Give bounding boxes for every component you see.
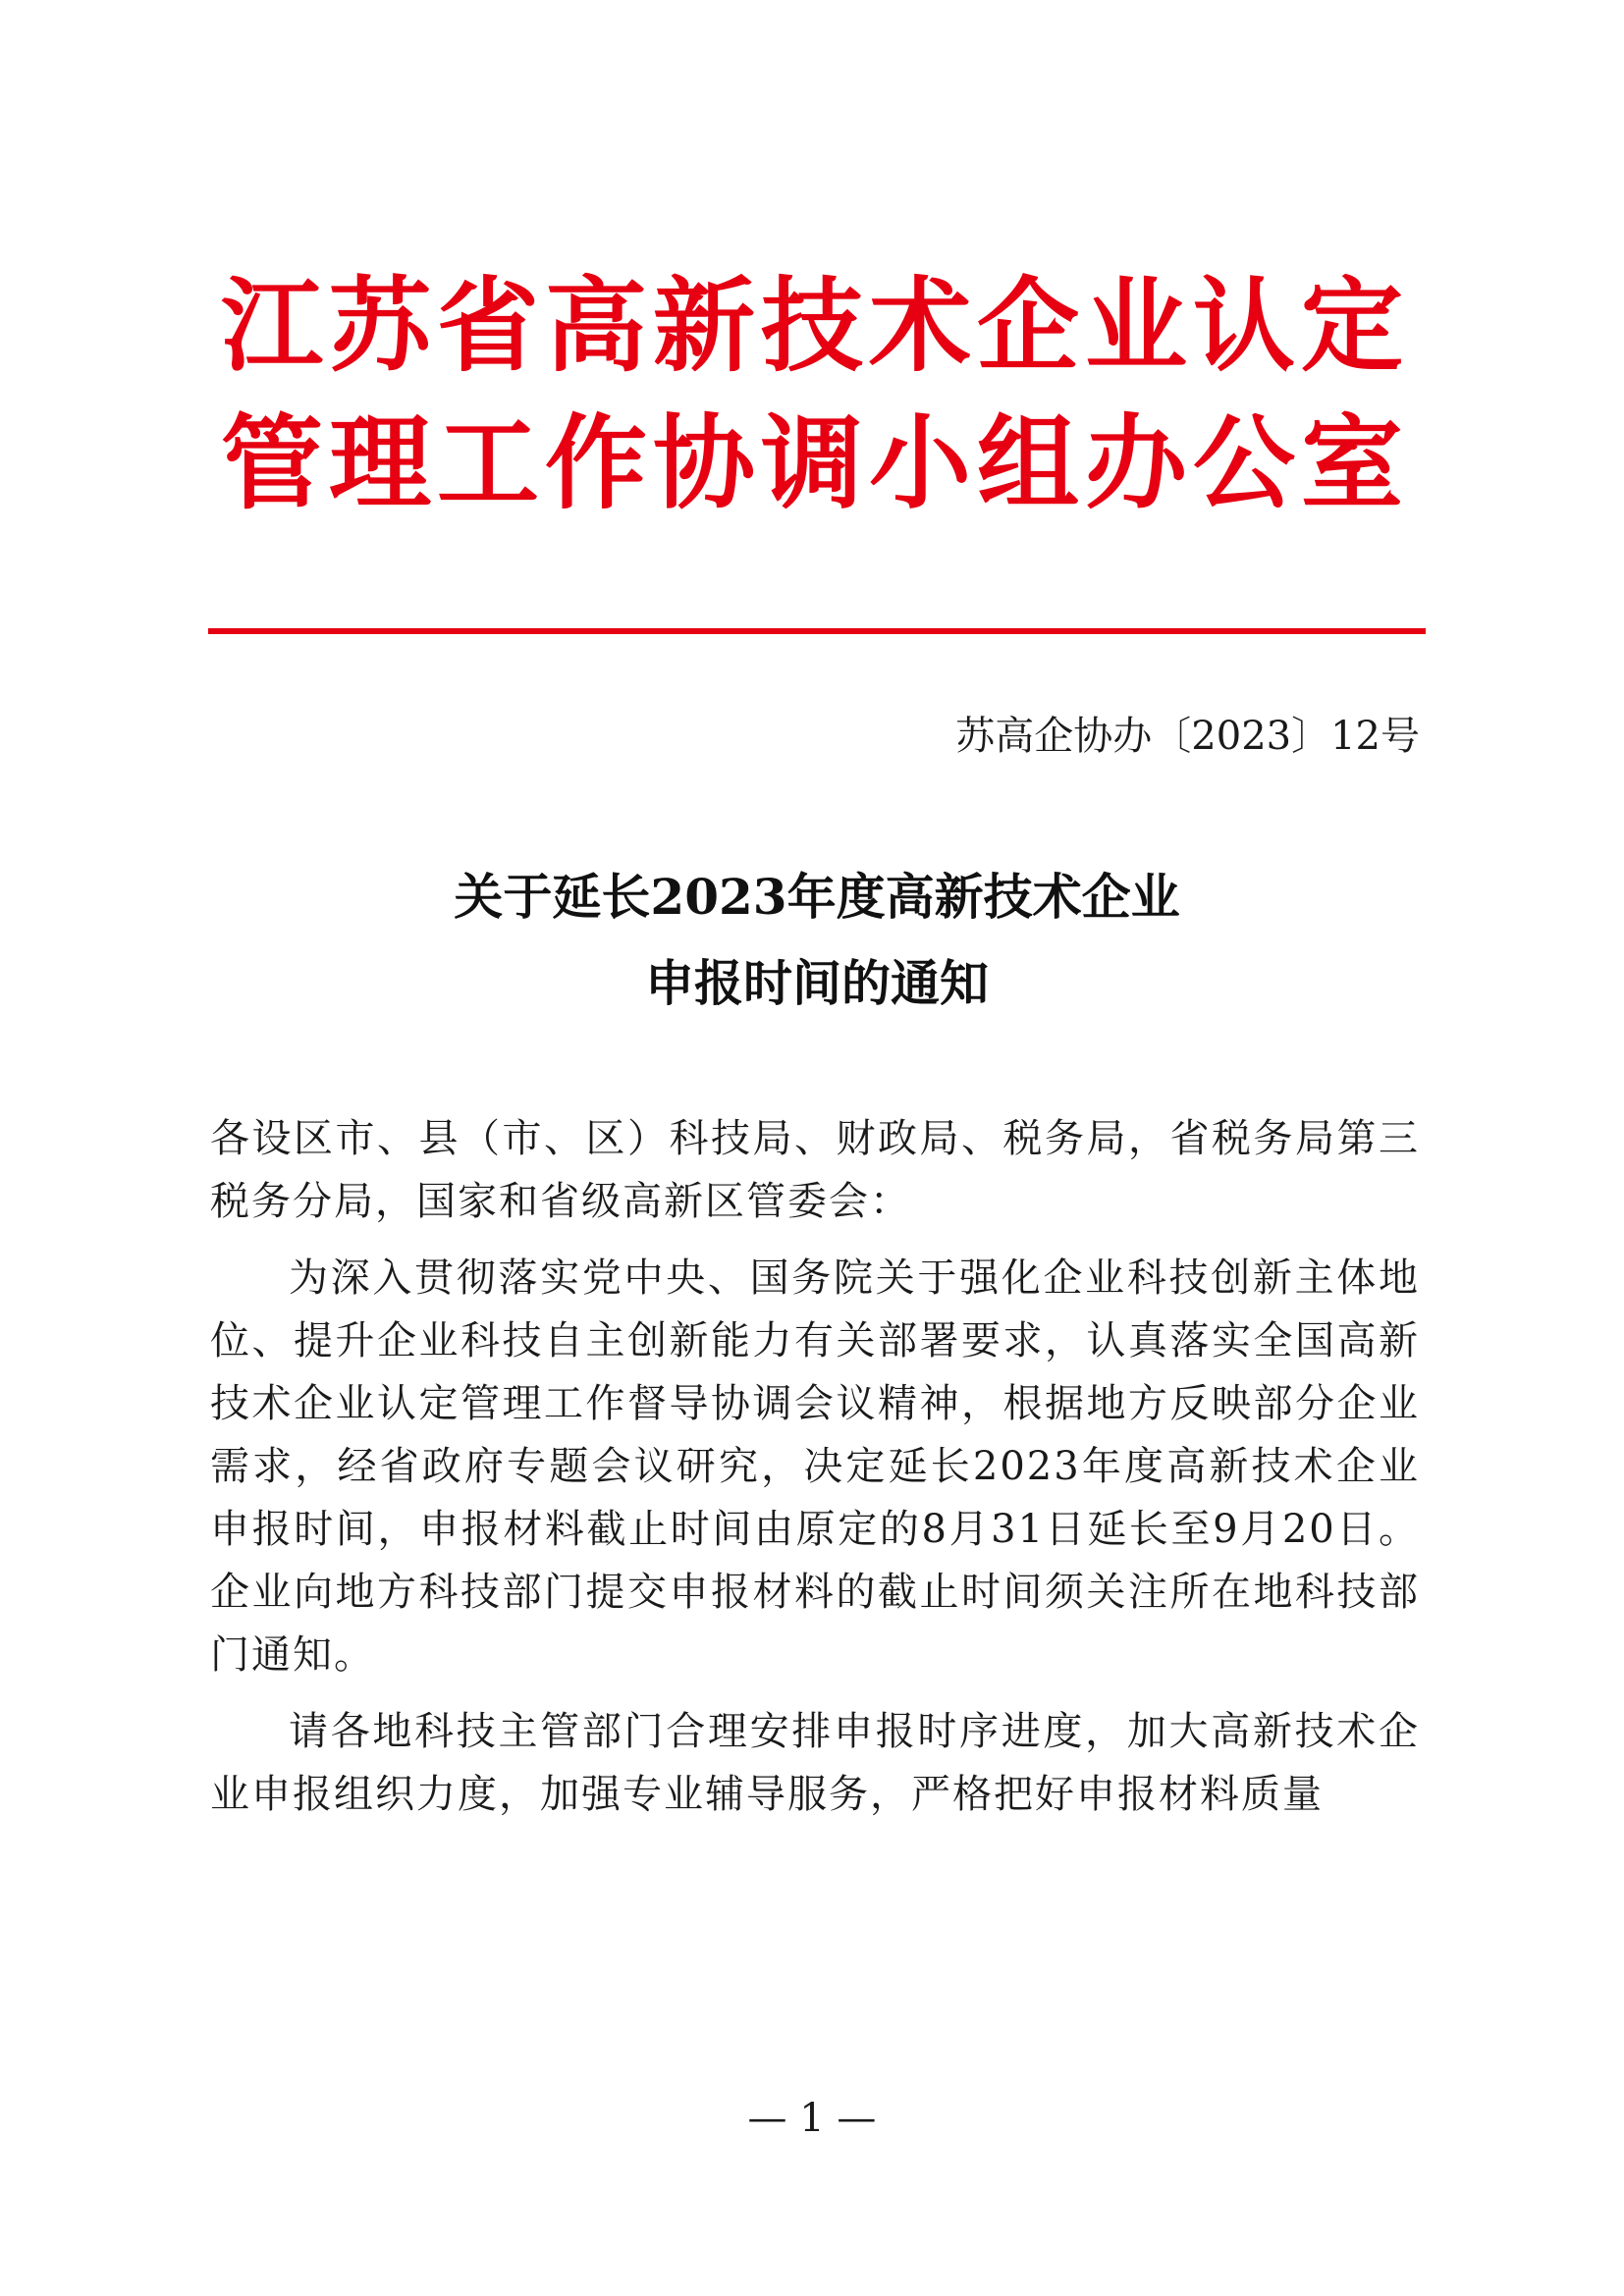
body-paragraph-2: 请各地科技主管部门合理安排申报时序进度，加大高新技术企业申报组织力度，加强专业辅导服务，严格把好申报材料质量	[210, 1709, 1420, 1817]
document-title	[208, 854, 1426, 1027]
body-paragraph-1: 为深入贯彻落实党中央、国务院关于强化企业科技创新主体地位、提升企业科技自主创新能力有关部署要求，认真落实全国高新技术企业认定管理工作督导协调会议精神，根据地方反映部分企业需求，经省政府专题会议研究，决定延长2023年度高新技术企业申报时间，申报材料截止时间由原定的8月31日延长至9月20日。企业向地方科技部门提交申报材料的截止时间须关注所在地科技部门通知。	[210, 1255, 1420, 1678]
header-line-2: 管理工作协调小组办公室	[220, 403, 1409, 523]
header-line-1: 江苏省高新技术企业认定	[220, 266, 1409, 386]
title-line-1: 关于延长2023年度高新技术企业	[454, 868, 1180, 926]
page-number: — 1 —	[747, 2096, 877, 2141]
document-body	[210, 1107, 1420, 1840]
document-number: 苏高企协办〔2023〕12号	[955, 714, 1420, 759]
salutation: 各设区市、县（市、区）科技局、财政局、税务局，省税务局第三税务分局，国家和省级高新区管委会：	[210, 1116, 1420, 1224]
issuing-authority-header	[206, 265, 1424, 540]
header-red-rule	[208, 628, 1426, 634]
title-line-2: 申报时间的通知	[645, 954, 989, 1012]
